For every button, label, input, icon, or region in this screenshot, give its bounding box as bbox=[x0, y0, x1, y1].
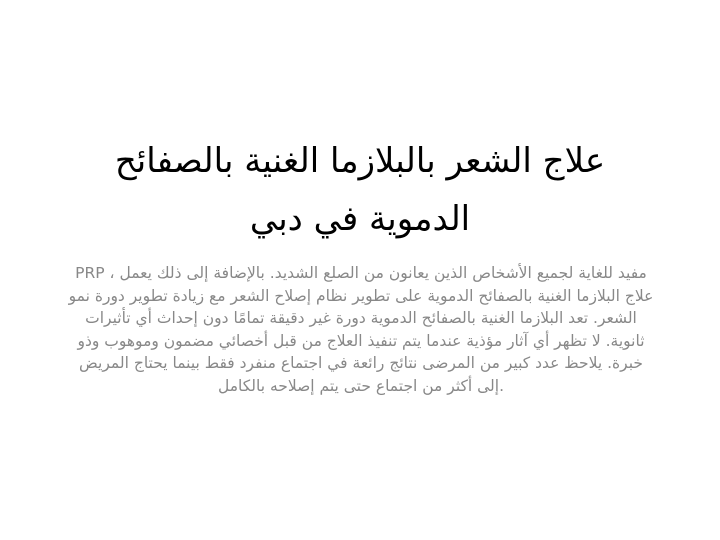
slide-body-text: PRP ، مفيد للغاية لجميع الأشخاص الذين يعانون من الصلع الشديد. بالإضافة إلى ذلك يعمل علاج البلازما الغنية بالصفائح الدموية على تطوير نظام إصلاح الشعر مع زيادة تطوير دورة نمو الشعر. تعد البلازما الغنية بالصفائح الدموية دورة غير دقيقة تمامًا دون إحداث أي تأثيرات ثانوية. لا تظهر أي آثار مؤذية عندما يتم تنفيذ العلاج من قبل أخصائي مضمون وموهوب وذو خبرة. يلاحظ عدد كبير من المرضى نتائج رائعة في اجتماع منفرد فقط بينما يحتاج المريض إلى أكثر من اجتماع حتى يتم إصلاحه بالكامل. bbox=[68, 264, 654, 395]
slide-title: علاج الشعر بالبلازما الغنية بالصفائح الدموية في دبي bbox=[114, 141, 606, 239]
